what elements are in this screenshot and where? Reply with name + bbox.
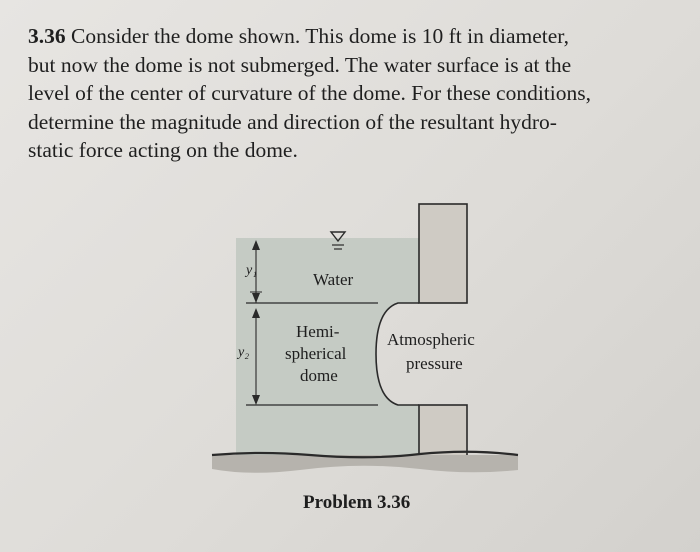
problem-text-line-1: Consider the dome shown. This dome is 10 ft in diameter, bbox=[71, 24, 569, 48]
atmospheric-label-line-2: pressure bbox=[406, 354, 463, 373]
problem-line-5: static force acting on the dome. bbox=[28, 138, 298, 162]
dome-label-line-3: dome bbox=[300, 366, 338, 385]
problem-number: 3.36 bbox=[28, 24, 66, 48]
y2-label: y₂ bbox=[238, 345, 250, 360]
dome-label-line-2: spherical bbox=[285, 344, 347, 363]
dome-label-line-1: Hemi- bbox=[296, 322, 340, 341]
problem-line-2: but now the dome is not submerged. The water surface is at the bbox=[28, 52, 572, 77]
water-label: Water bbox=[313, 270, 354, 289]
problem-line-3: level of the center of curvature of the dome. For these conditions, bbox=[28, 81, 591, 105]
figure-caption: Problem 3.36 bbox=[303, 492, 411, 513]
y1-label: y₁ bbox=[246, 263, 258, 278]
problem-line-4: determine the magnitude and direction of the resultant hydro- bbox=[28, 109, 557, 134]
atmospheric-label-line-1: Atmospheric bbox=[387, 330, 475, 349]
upper-wall bbox=[419, 204, 467, 303]
lower-wall bbox=[419, 405, 467, 457]
